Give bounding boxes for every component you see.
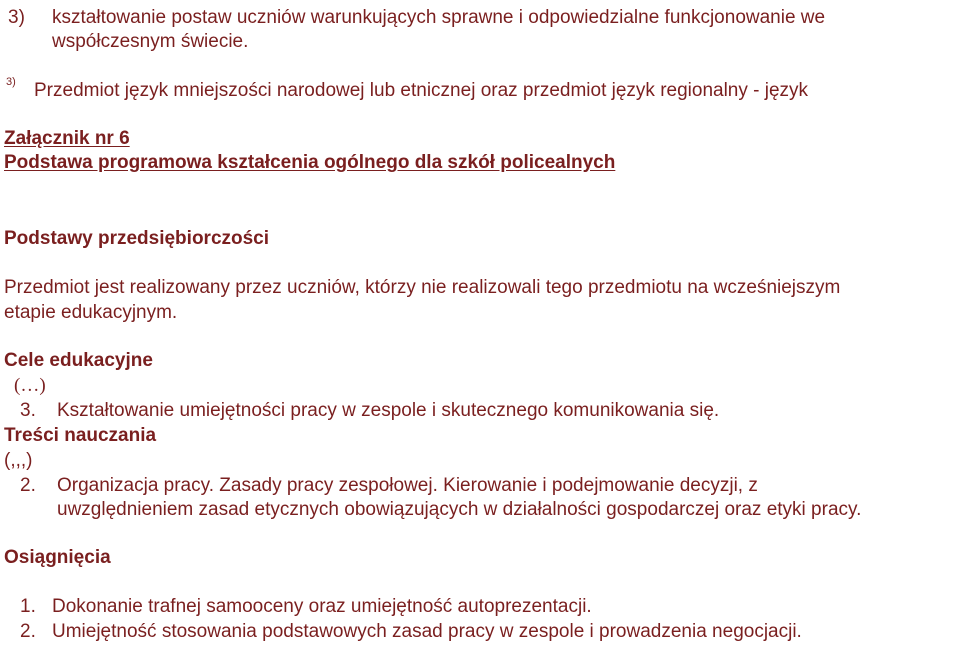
content-item-number: 2. <box>20 475 36 496</box>
achievement-2-number: 2. <box>20 621 36 642</box>
item-3-line-1: kształtowanie postaw uczniów warunkujących sprawne i odpowiedzialne funkcjonowanie we <box>52 7 826 28</box>
item-3-line-2: współczesnym świecie. <box>52 31 249 52</box>
goals-item-number: 3. <box>20 400 36 421</box>
content-item-line-2: uwzględnieniem zasad etycznych obowiązujących w działalności gospodarczej oraz etyki pracy. <box>57 499 862 520</box>
content-ellipsis: (,,,) <box>4 450 33 471</box>
goals-heading: Cele edukacyjne <box>4 350 153 371</box>
achievement-1-number: 1. <box>20 596 36 617</box>
achievements-heading: Osiągnięcia <box>4 547 111 568</box>
subject-intro-line-2: etapie edukacyjnym. <box>4 302 178 323</box>
footnote-text: Przedmiot język mniejszości narodowej lub etnicznej oraz przedmiot język regionalny - język <box>34 80 809 101</box>
annex-title: Załącznik nr 6 <box>4 128 130 149</box>
annex-subtitle: Podstawa programowa kształcenia ogólnego dla szkół policealnych <box>4 152 616 173</box>
achievement-1-text: Dokonanie trafnej samooceny oraz umiejętność autoprezentacji. <box>52 596 592 617</box>
subject-intro-line-1: Przedmiot jest realizowany przez uczniów, którzy nie realizowali tego przedmiotu na wcześniejszym <box>4 277 841 298</box>
content-heading: Treści nauczania <box>4 425 157 446</box>
subject-heading: Podstawy przedsiębiorczości <box>4 228 270 249</box>
item-3-number: 3) <box>8 7 25 28</box>
achievement-2-text: Umiejętność stosowania podstawowych zasad pracy w zespole i prowadzenia negocjacji. <box>52 621 802 642</box>
content-item-line-1: Organizacja pracy. Zasady pracy zespołowej. Kierowanie i podejmowanie decyzji, z <box>57 475 758 496</box>
footnote-marker: 3) <box>6 76 16 88</box>
goals-item-text: Kształtowanie umiejętności pracy w zespole i skutecznego komunikowania się. <box>57 400 720 421</box>
goals-ellipsis: (…) <box>14 375 46 396</box>
